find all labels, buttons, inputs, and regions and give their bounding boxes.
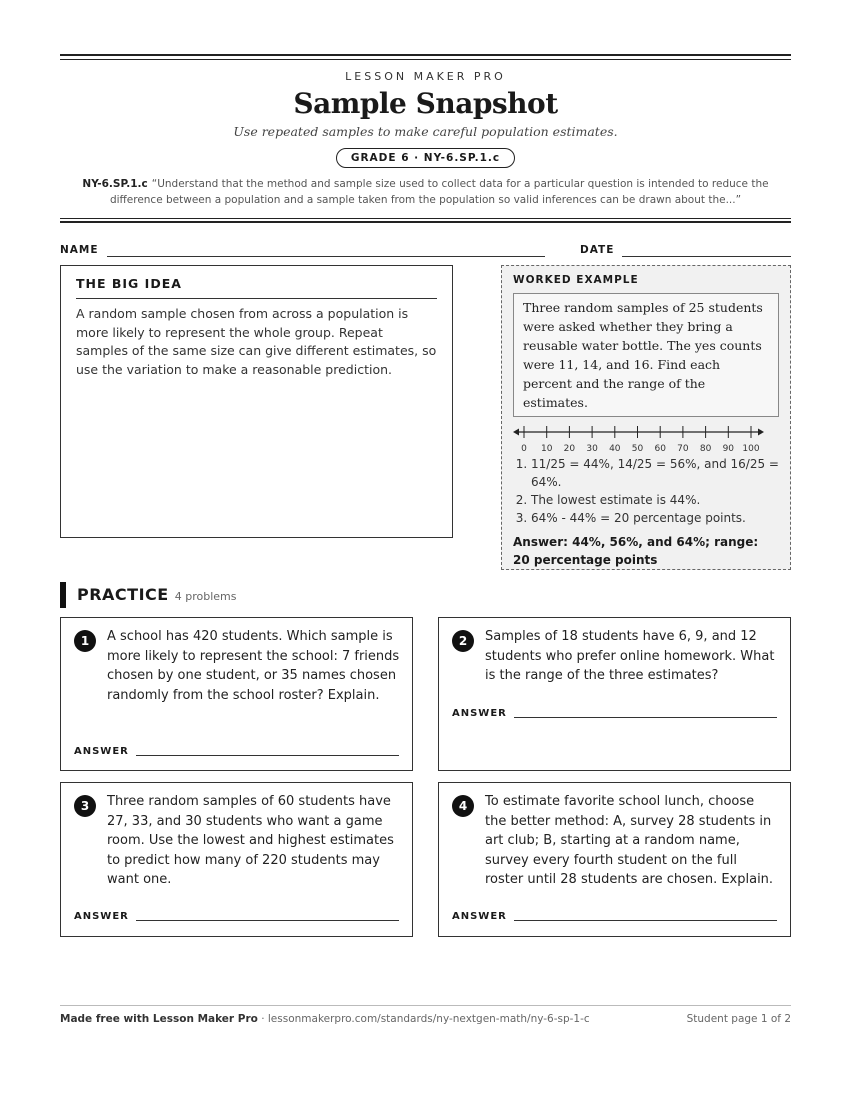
problem-card-2 [438,617,791,771]
answer-field[interactable] [514,717,777,718]
standard-description [60,176,791,208]
problem-text: Three random samples of 60 students have 27, 33, and 30 students who want a game room. Use the lowest and highest estimates to predict how many of 220 students may want one. [107,794,394,887]
worked-step: 1. 11/25 = 44%, 14/25 = 56%, and 16/25 = 64%. [531,455,779,491]
header-bottom-rule [60,218,791,223]
problem-card-4 [438,782,791,937]
number-line-label: 80 [699,444,712,454]
standard-code: NY-6.SP.1.c [82,178,148,190]
worked-step: 3. 64% - 44% = 20 percentage points. [531,509,779,527]
answer-label: ANSWER [74,746,129,757]
top-rule [60,54,791,60]
problem-number: 4 [452,795,474,817]
big-idea-heading: THE BIG IDEA [76,276,437,299]
worked-step: 2. The lowest estimate is 44%. [531,491,779,509]
worked-example-answer: Answer: 44%, 56%, and 64%; range: 20 percentage points [513,535,759,567]
answer-label: ANSWER [452,911,507,922]
page-footer [60,1005,791,1025]
problem-number: 1 [74,630,96,652]
name-label: NAME [60,244,99,256]
problem-card-1 [60,617,413,771]
brand-name: LESSON MAKER PRO [345,70,506,83]
number-line-label: 100 [742,444,760,454]
page-title: Sample Snapshot [293,87,558,120]
number-line-label: 60 [654,444,666,454]
problem-number: 3 [74,795,96,817]
standard-text: “Understand that the method and sample size used to collect data for a particular question is intended to reduce the difference between a population and a sample taken from the population so valid inferences can be drawn about the...” [109,178,769,206]
page-subtitle: Use repeated samples to make careful population estimates. [233,124,618,139]
number-line-label: 10 [540,444,553,454]
answer-label: ANSWER [452,708,507,719]
number-line-label: 30 [586,444,598,454]
number-line-label: 40 [609,444,621,454]
number-line-left-arrow [513,429,519,436]
problem-text: To estimate favorite school lunch, choose the better method: A, survey 28 students in art club; B, starting at a random name, survey every fourth student on the full roster until 28 students are chosen. Explain. [485,794,774,887]
problem-card-3 [60,782,413,937]
big-idea-text: A random sample chosen from across a population is more likely to represent the whole group. Repeat samples of the same size can give different estimates, so use the variation to make a reasonable prediction. [76,306,437,377]
answer-field[interactable] [136,755,399,756]
answer-field[interactable] [136,920,399,921]
name-date-row [60,233,791,263]
number-line-label: 90 [722,444,735,454]
answer-field[interactable] [514,920,777,921]
number-line-label: 70 [677,444,689,454]
worked-example-heading: WORKED EXAMPLE [513,274,639,286]
date-field[interactable] [622,256,791,257]
worked-example-problem: Three random samples of 25 students were asked whether they bring a reusable water bottle. The yes counts were 11, 14, and 16. Find each percent and the range of the estimates. [513,293,779,417]
problem-number: 2 [452,630,474,652]
worksheet-page [60,54,791,922]
problem-text: A school has 420 students. Which sample is more likely to represent the school: 7 friends chosen by one student, or 35 names chosen randomly from the school roster? Explain. [107,629,400,703]
number-line [513,423,779,455]
practice-count: 4 problems [174,590,237,603]
number-line-label: 20 [563,444,576,454]
footer-page-number: Student page 1 of 2 [686,1013,791,1025]
footer-url[interactable]: · lessonmakerpro.com/standards/ny-nextgen-math/ny-6-sp-1-c [261,1013,590,1025]
footer-made-with: Made free with Lesson Maker Pro [60,1013,258,1025]
practice-title: PRACTICE [77,585,169,604]
big-idea-box [60,265,453,538]
grade-badge: GRADE 6 · NY-6.SP.1.c [336,148,515,168]
answer-label: ANSWER [74,911,129,922]
worked-example-box [501,265,791,570]
number-line-graphic [513,423,781,455]
worked-example-steps [513,455,779,527]
name-field[interactable] [107,256,545,257]
number-line-label: 50 [631,444,644,454]
number-line-right-arrow [758,429,764,436]
number-line-label: 0 [521,444,527,454]
date-label: DATE [580,244,615,256]
problem-text: Samples of 18 students have 6, 9, and 12 students who prefer online homework. What is the range of the three estimates? [485,629,775,683]
practice-heading [60,582,236,608]
